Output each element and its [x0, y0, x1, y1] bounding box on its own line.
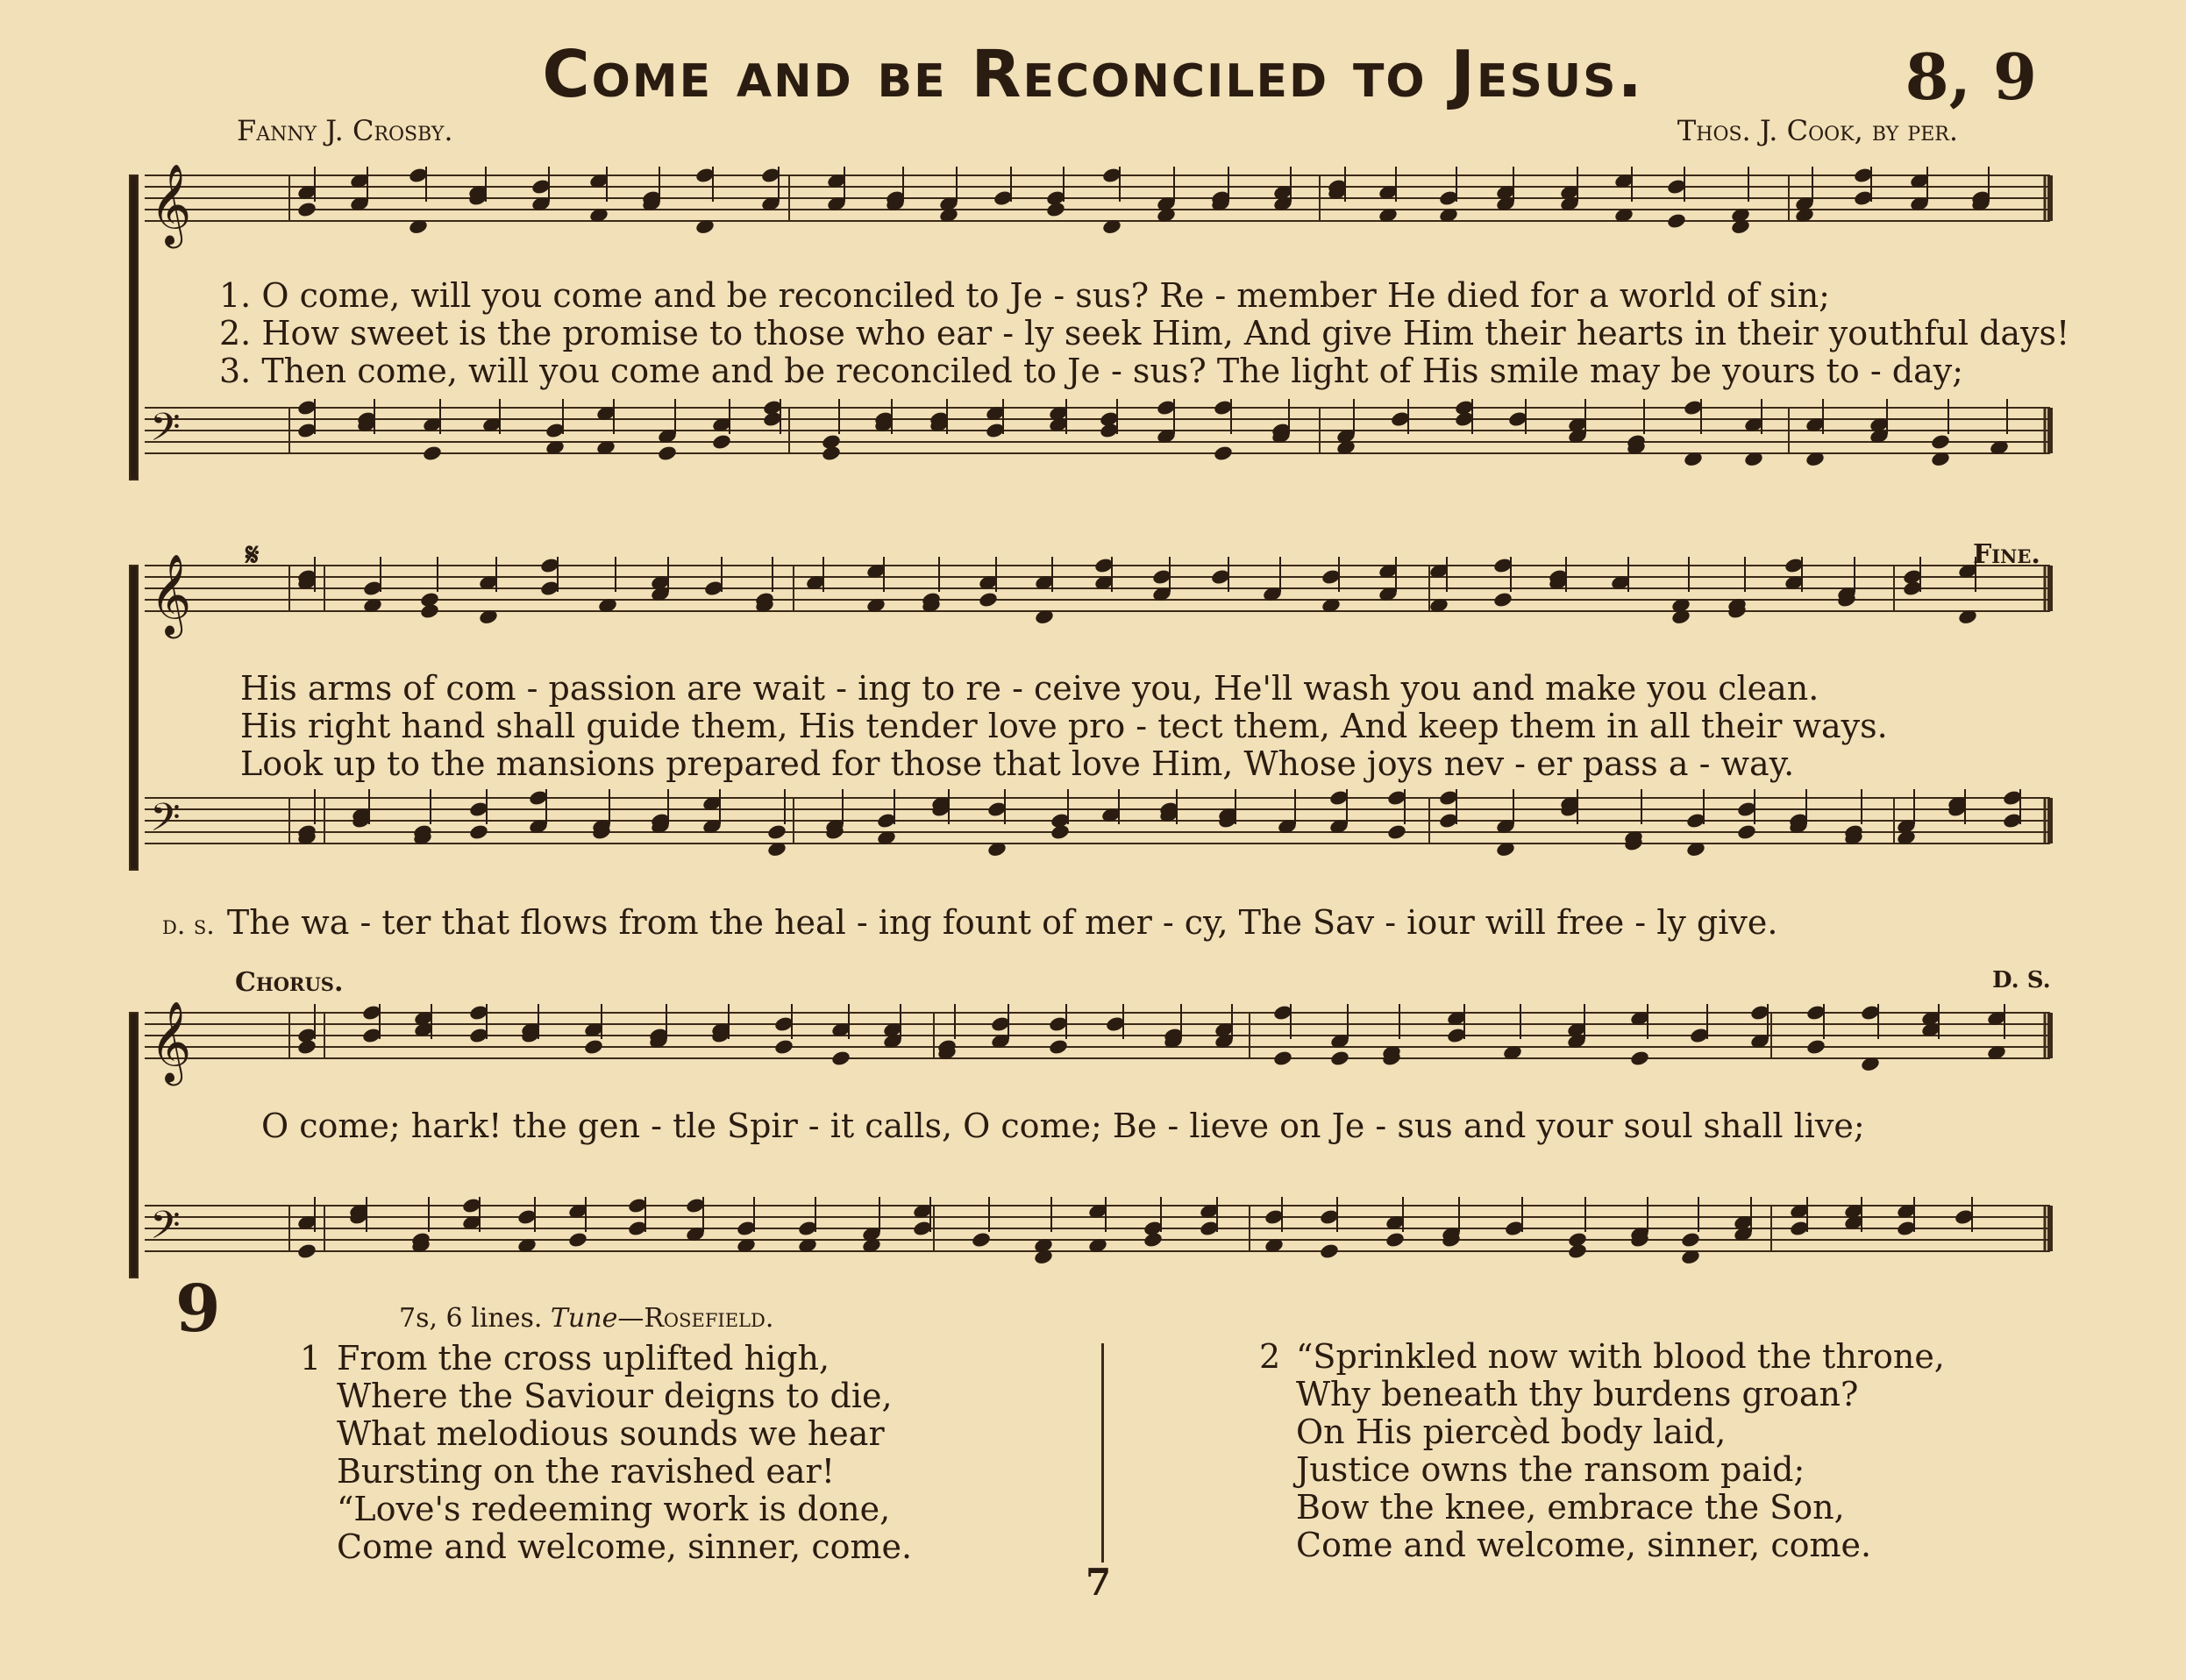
system1-lyric-verse3: 3. Then come, will you come and be reconciled to Je - sus? The light of His smile may be yours to - day;: [219, 352, 1964, 390]
note-head: [830, 1050, 851, 1067]
note-head: [468, 823, 489, 841]
system2-lyric-verse2: His right hand shall guide them, His tender love pro - tect them, And keep them in all their ways.: [240, 707, 1888, 745]
note-head: [296, 1038, 317, 1056]
meter-text: 7s, 6 lines.: [399, 1303, 543, 1334]
note-head: [978, 591, 999, 609]
chorus-lyric: O come; hark! the gen - tle Spir - it calls, O come; Be - lieve on Je - sus and your soul shall live;: [261, 1107, 1865, 1145]
note-head: [766, 823, 787, 841]
composer-credit: Thos. J. Cook, by per.: [1677, 114, 1958, 147]
note-head: [1050, 823, 1071, 841]
tune-label: Tune—: [550, 1303, 644, 1334]
system1-lyric-verse2: 2. How sweet is the promise to those who ear - ly seek Him, And give Him their hearts in their youthful days!: [219, 314, 2070, 352]
note-head: [296, 1242, 317, 1260]
system2-lyric-verse3: Look up to the mansions prepared for those that love Him, Whose joys nev - er pass a - way.: [240, 744, 1795, 783]
verse-line: From the cross uplifted high,: [337, 1339, 830, 1377]
page-number: 7: [1086, 1561, 1112, 1604]
tune-name: Rosefield.: [644, 1303, 774, 1334]
verse-line: Come and welcome, sinner, come.: [337, 1527, 913, 1566]
segno-sign: 𝄋: [246, 537, 260, 573]
bass-clef-icon: 𝄢: [150, 404, 181, 459]
verse-line: Bow the knee, embrace the Son,: [1296, 1488, 1845, 1527]
chorus-label: Chorus.: [235, 967, 344, 998]
hymn-title: Come and be Reconciled to Jesus.: [542, 37, 1644, 112]
note-head: [296, 201, 317, 218]
verse-line: “Sprinkled now with blood the throne,: [1296, 1337, 1945, 1376]
note-head: [1272, 1050, 1293, 1067]
note-head: [583, 1038, 604, 1056]
note-head: [1666, 212, 1687, 230]
column-divider: [1101, 1343, 1104, 1563]
note-head: [1567, 1242, 1588, 1260]
note-head: [657, 445, 678, 462]
note-head: [1680, 1231, 1701, 1249]
system2-lyric-verse1: His arms of com - passion are wait - ing to re - ceive you, He'll wash you and make you clean.: [240, 669, 1819, 708]
note-head: [711, 433, 732, 451]
verse-line: What melodious sounds we hear: [337, 1414, 885, 1453]
note-head: [1048, 1038, 1069, 1056]
note-head: [567, 1231, 588, 1249]
note-head: [422, 445, 443, 462]
note-head: [1213, 445, 1234, 462]
hymn9-meter: [399, 1303, 773, 1334]
note-head: [1386, 823, 1407, 841]
bass-clef-icon: 𝄢: [150, 794, 181, 850]
fine-mark: Fine.: [1973, 539, 2040, 570]
treble-clef-icon: 𝄞: [150, 163, 192, 245]
note-head: [1930, 433, 1951, 451]
verse-line: On His piercèd body laid,: [1296, 1413, 1727, 1451]
treble-clef-icon: 𝄞: [150, 553, 192, 635]
note-head: [419, 602, 440, 620]
note-head: [971, 1231, 992, 1249]
hymn9-verse-2: [1259, 1337, 1945, 1564]
bass-clef-icon: 𝄢: [150, 1202, 181, 1257]
verse-line: Bursting on the ravished ear!: [337, 1452, 835, 1491]
verse-line: Where the Saviour deigns to die,: [337, 1377, 893, 1415]
verse-line: Come and welcome, sinner, come.: [1296, 1526, 1872, 1564]
note-head: [821, 445, 842, 462]
note-head: [1736, 823, 1757, 841]
verse-number: 1: [300, 1339, 322, 1377]
note-head: [1319, 1242, 1340, 1260]
system1-lyric-verse1: 1. O come, will you come and be reconciled to Je - sus? Re - member He died for a world of sin;: [219, 276, 1830, 315]
hymn-numbers: 8, 9: [1905, 39, 2037, 114]
note-head: [773, 1038, 794, 1056]
hymn9-verse-1: [300, 1339, 913, 1566]
note-head: [1805, 1038, 1826, 1056]
ds-label: d. s.: [162, 910, 215, 941]
ds-mark: D. S.: [1992, 967, 2051, 993]
verse-number: 2: [1259, 1337, 1281, 1376]
verse-line: Justice owns the ransom paid;: [1296, 1450, 1805, 1489]
note-head: [1329, 1050, 1350, 1067]
verse-line: “Love's redeeming work is done,: [337, 1490, 891, 1528]
treble-clef-icon: 𝄞: [150, 1000, 192, 1082]
note-head: [1385, 1231, 1406, 1249]
hymn9-number: 9: [175, 1271, 221, 1347]
verse-line: Why beneath thy burdens groan?: [1296, 1375, 1859, 1413]
note-head: [1629, 1050, 1650, 1067]
ds-lyric: The wa - ter that flows from the heal - ing fount of mer - cy, The Sav - iour will free - ly give.: [226, 903, 1778, 942]
note-head: [1492, 591, 1513, 609]
author-credit: Fanny J. Crosby.: [237, 114, 453, 147]
ds-lyric-line: [162, 903, 1777, 942]
